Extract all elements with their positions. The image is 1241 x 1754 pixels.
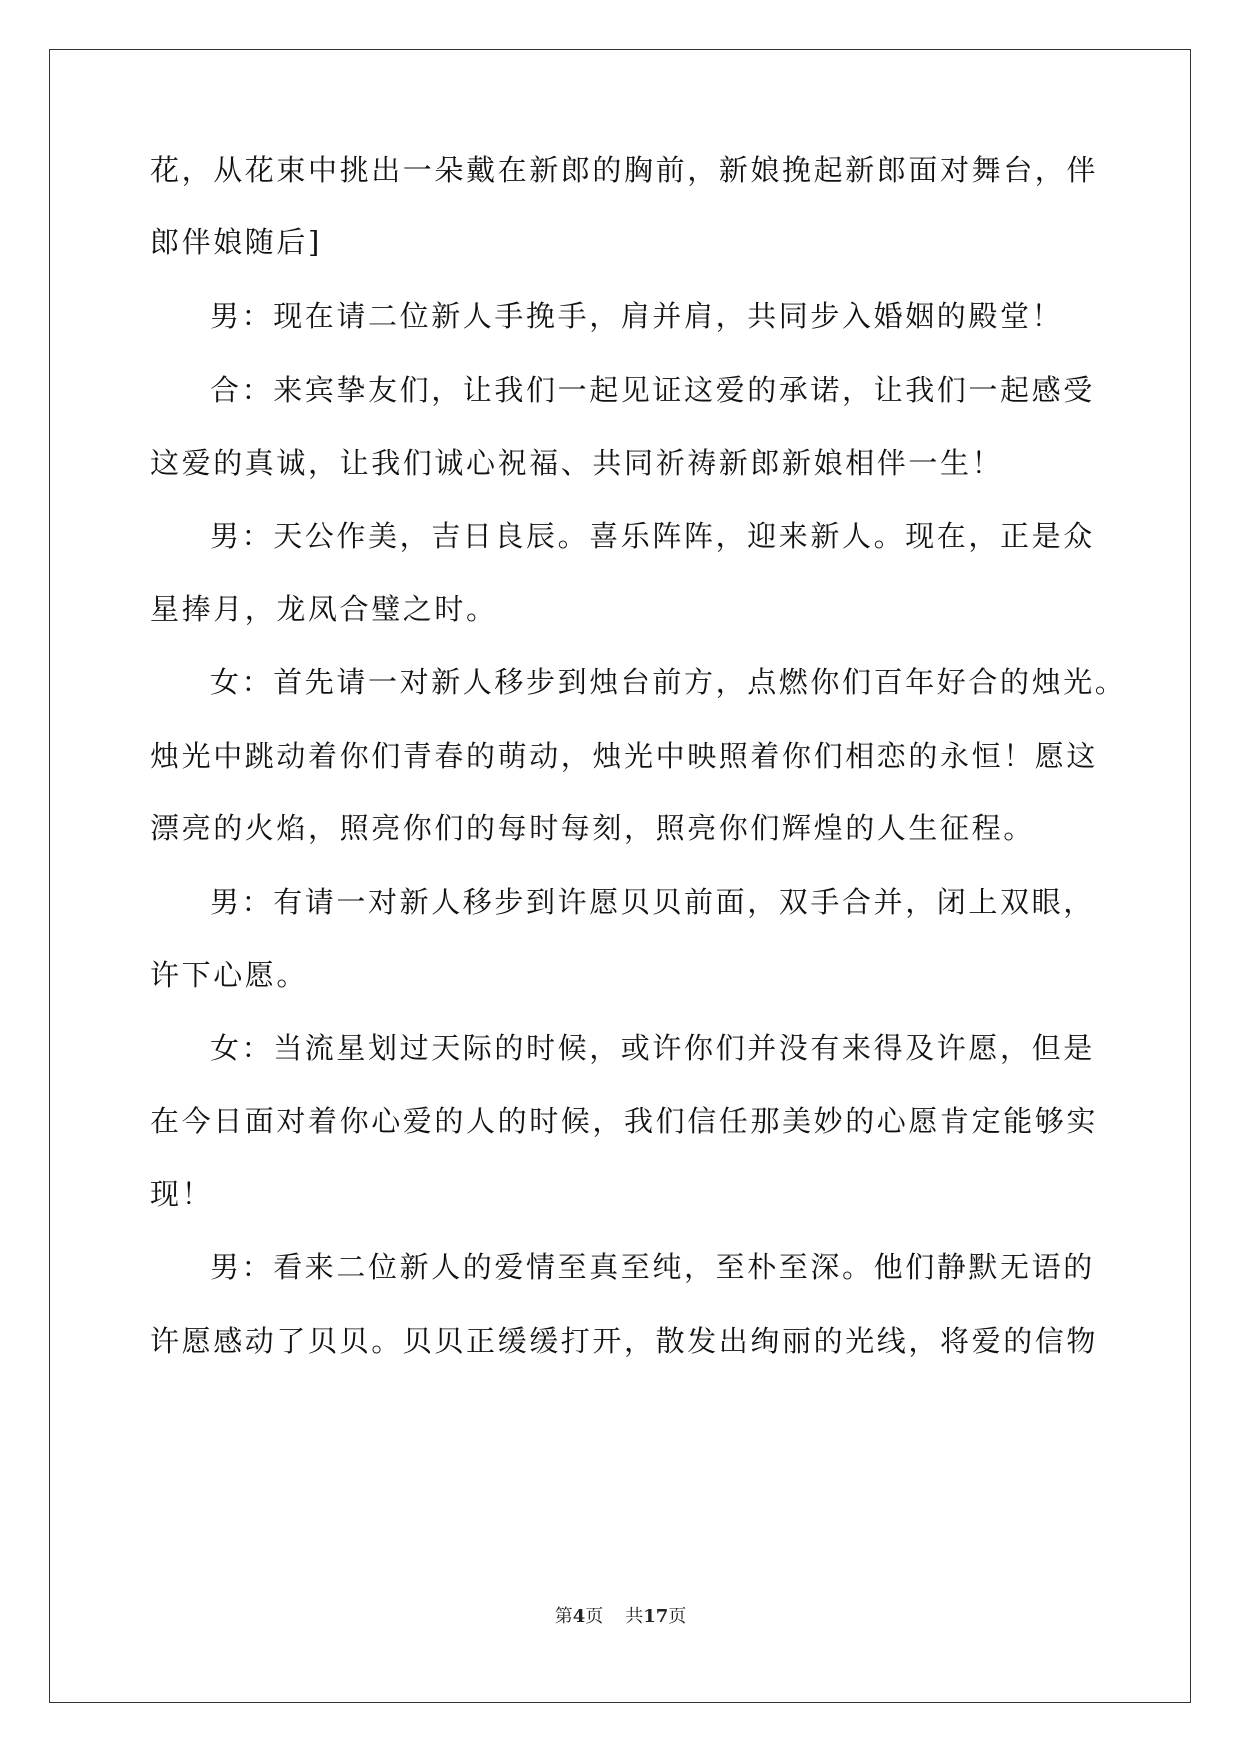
total-prefix: 共 bbox=[625, 1606, 644, 1627]
total-suffix: 页 bbox=[668, 1606, 687, 1627]
text-line: 合：来宾挚友们，让我们一起见证这爱的承诺，让我们一起感受 bbox=[210, 373, 1095, 407]
total-pages: 17 bbox=[643, 1606, 669, 1627]
text-line: 花，从花束中挑出一朵戴在新郎的胸前，新娘挽起新郎面对舞台，伴 bbox=[150, 153, 1099, 187]
text-line: 这爱的真诚，让我们诚心祝福、共同祈祷新郎新娘相伴一生！ bbox=[150, 446, 1004, 480]
text-line: 现！ bbox=[150, 1177, 214, 1211]
text-line: 许愿感动了贝贝。贝贝正缓缓打开，散发出绚丽的光线，将爱的信物 bbox=[150, 1324, 1099, 1358]
page-suffix: 页 bbox=[585, 1606, 604, 1627]
text-line: 男：现在请二位新人手挽手，肩并肩，共同步入婚姻的殿堂！ bbox=[210, 299, 1064, 333]
page-footer bbox=[0, 1605, 1241, 1629]
text-line: 烛光中跳动着你们青春的萌动，烛光中映照着你们相恋的永恒！愿这 bbox=[150, 739, 1099, 773]
text-line: 许下心愿。 bbox=[150, 958, 309, 992]
page-prefix: 第 bbox=[554, 1606, 573, 1627]
text-line: 漂亮的火焰，照亮你们的每时每刻，照亮你们辉煌的人生征程。 bbox=[150, 811, 1035, 845]
text-line: 男：天公作美，吉日良辰。喜乐阵阵，迎来新人。现在，正是众 bbox=[210, 519, 1095, 553]
text-line: 女：当流星划过天际的时候，或许你们并没有来得及许愿，但是 bbox=[210, 1031, 1095, 1065]
text-line: 在今日面对着你心爱的人的时候，我们信任那美妙的心愿肯定能够实 bbox=[150, 1104, 1099, 1138]
text-line: 男：看来二位新人的爱情至真至纯，至朴至深。他们静默无语的 bbox=[210, 1250, 1095, 1284]
text-line: 郎伴娘随后] bbox=[150, 225, 322, 259]
text-line: 星捧月，龙凤合璧之时。 bbox=[150, 592, 498, 626]
text-line: 女：首先请一对新人移步到烛台前方，点燃你们百年好合的烛光。 bbox=[210, 665, 1127, 699]
text-line: 男：有请一对新人移步到许愿贝贝前面，双手合并，闭上双眼， bbox=[210, 885, 1095, 919]
page-number: 4 bbox=[572, 1606, 586, 1627]
